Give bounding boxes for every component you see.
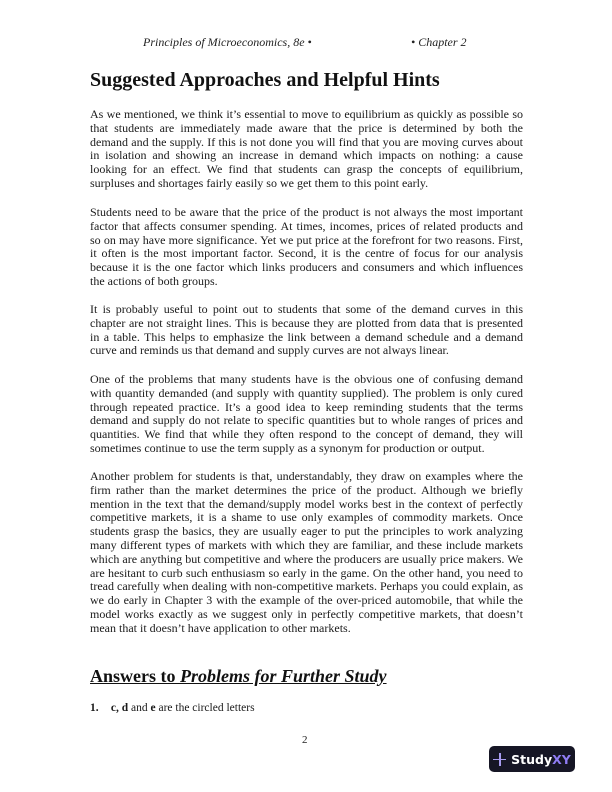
badge-label-accent: XY [552,751,571,767]
badge-label-main: Study [511,751,553,767]
answer-bold-letter: e [150,702,156,714]
answer-item [90,702,255,714]
paragraph: It is probably useful to point out to students that some of the demand curves in this chapter are not straight lines. This is because they are plotted from data that is presented in a table. This helps to emphasize the link between a demand schedule and a demand curve and reminds us that demand and supply curves are not always linear. [90,302,523,358]
answer-number: 1. [90,702,99,714]
paragraph: Another problem for students is that, understandably, they draw on examples where the firm rather than the market determines the price of the product. Although we briefly mention in the text that the demand/supply model works best in the context of perfectly competitive markets, it is a shame to use only examples of commodity markets. Once students grasp the basics, they are usually eager to put the principles to work analyzing many different types of markets with which they are familiar, and these include markets which are anything but competitive and where the producers are usually price makers. We are hesitant to curb such enthusiasm so early in the game. On the other hand, you need to tread carefully when dealing with non-competitive markets. Perhaps you could explain, as we do early in Chapter 3 with the example of the over-priced automobile, that while the model works exactly as we suggest only in perfectly competitive markets, that doesn’t mean that it doesn’t have application to other markets. [90,469,523,635]
header-book-title: Principles of Microeconomics, 8e • [143,35,312,49]
paragraph: As we mentioned, we think it’s essential to move to equilibrium as quickly as possible so that students are immediately made aware that the price is determined by both the demand and the supply. If this is not done you will find that you are moving curves about in isolation and showing an increase in demand which impacts on nothing: a cause looking for an effect. We find that students can grasp the concepts of equilibrium, surpluses and shortages fairly easily so we get them to this point early. [90,107,523,190]
header-chapter: • Chapter 2 [411,35,467,49]
plus-icon [493,753,506,766]
section-title-plain: Answers to [90,666,180,686]
studyxy-badge[interactable] [489,746,575,772]
badge-label [511,752,571,767]
answer-text: are the circled letters [155,702,255,714]
answer-bold-letters: c, d [110,702,129,714]
answer-text: and [128,702,151,714]
section-title-italic: Problems for Further Study [180,666,387,686]
paragraph: One of the problems that many students have is the obvious one of confusing demand with quantity demanded (and supply with quantity supplied). The problem is only cured through repeated practice. It’s a good idea to keep reminding students that the terms demand and supply do not relate to specific quantities but to whole ranges of prices and quantities. We find that while they often respond to the concept of demand, they will sometimes continue to use the term supply as a synonym for production or output. [90,372,523,455]
section-title [90,666,387,687]
paragraph: Students need to be aware that the price of the product is not always the most important factor that affects consumer spending. At times, incomes, prices of related products and so on may have more significance. Yet we put price at the forefront for two reasons. First, it often is the most important factor. Second, it is the centre of focus for our analysis because it is the one factor which links producers and consumers and which influences the actions of both groups. [90,205,523,288]
page-number: 2 [302,734,308,746]
page-title: Suggested Approaches and Helpful Hints [90,69,440,91]
